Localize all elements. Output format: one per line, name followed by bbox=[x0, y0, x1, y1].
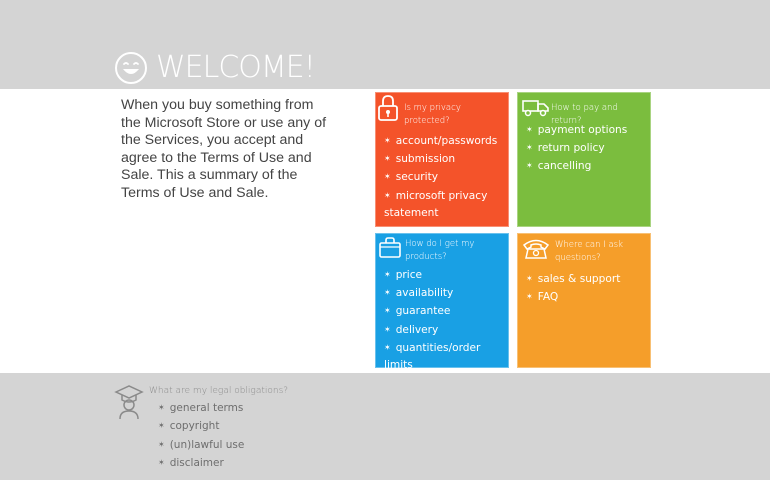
tile-privacy-title: Is my privacy protected? bbox=[404, 103, 461, 126]
list-item[interactable]: ✶ microsoft privacy statement bbox=[384, 187, 508, 222]
tile-privacy[interactable] bbox=[375, 92, 509, 227]
legal-list bbox=[158, 399, 244, 472]
graduate-icon bbox=[114, 384, 144, 420]
list-item[interactable]: ✶ return policy bbox=[526, 139, 627, 157]
smiley-icon bbox=[114, 51, 148, 85]
tile-products[interactable] bbox=[375, 233, 509, 372]
list-item[interactable]: ✶ cancelling bbox=[526, 157, 627, 175]
list-item[interactable]: ✶ general terms bbox=[158, 399, 244, 417]
list-item[interactable]: ✶ account/passwords bbox=[384, 132, 508, 150]
tile-privacy-list bbox=[384, 132, 508, 222]
page-title: WELCOME! bbox=[156, 50, 315, 85]
tile-payment-list bbox=[526, 121, 627, 176]
list-item[interactable]: ✶ quantities/order limits bbox=[384, 339, 494, 374]
tile-questions-list bbox=[526, 270, 620, 306]
tile-questions-title: Where can I ask questions? bbox=[555, 240, 623, 263]
intro-text: When you buy something from the Microsoft Store or use any of the Services, you accept and agree to the Terms of Use and Sale. This a summary of the Terms of Use and Sale. bbox=[121, 97, 327, 201]
list-item[interactable]: ✶ payment options bbox=[526, 121, 627, 139]
tile-products-list bbox=[384, 266, 494, 374]
truck-icon bbox=[522, 99, 550, 117]
list-item[interactable]: ✶ guarantee bbox=[384, 302, 494, 320]
list-item[interactable]: ✶ submission bbox=[384, 150, 508, 168]
list-item[interactable]: ✶ availability bbox=[384, 284, 494, 302]
padlock-icon bbox=[377, 94, 399, 122]
list-item[interactable]: ✶ disclaimer bbox=[158, 454, 244, 472]
tile-questions[interactable] bbox=[517, 233, 651, 368]
list-item[interactable]: ✶ security bbox=[384, 168, 508, 186]
legal-title: What are my legal obligations? bbox=[149, 386, 289, 396]
list-item[interactable]: ✶ sales & support bbox=[526, 270, 620, 288]
telephone-icon bbox=[521, 237, 551, 261]
tile-products-title: How do I get my products? bbox=[405, 239, 475, 262]
list-item[interactable]: ✶ (un)lawful use bbox=[158, 436, 244, 454]
list-item[interactable]: ✶ FAQ bbox=[526, 288, 620, 306]
shopping-bag-icon bbox=[378, 237, 402, 259]
welcome-header bbox=[114, 50, 315, 86]
list-item[interactable]: ✶ price bbox=[384, 266, 494, 284]
list-item[interactable]: ✶ copyright bbox=[158, 417, 244, 435]
tile-payment[interactable] bbox=[517, 92, 651, 227]
tile-payment-title: How to pay and return? bbox=[551, 103, 618, 126]
list-item[interactable]: ✶ delivery bbox=[384, 321, 494, 339]
